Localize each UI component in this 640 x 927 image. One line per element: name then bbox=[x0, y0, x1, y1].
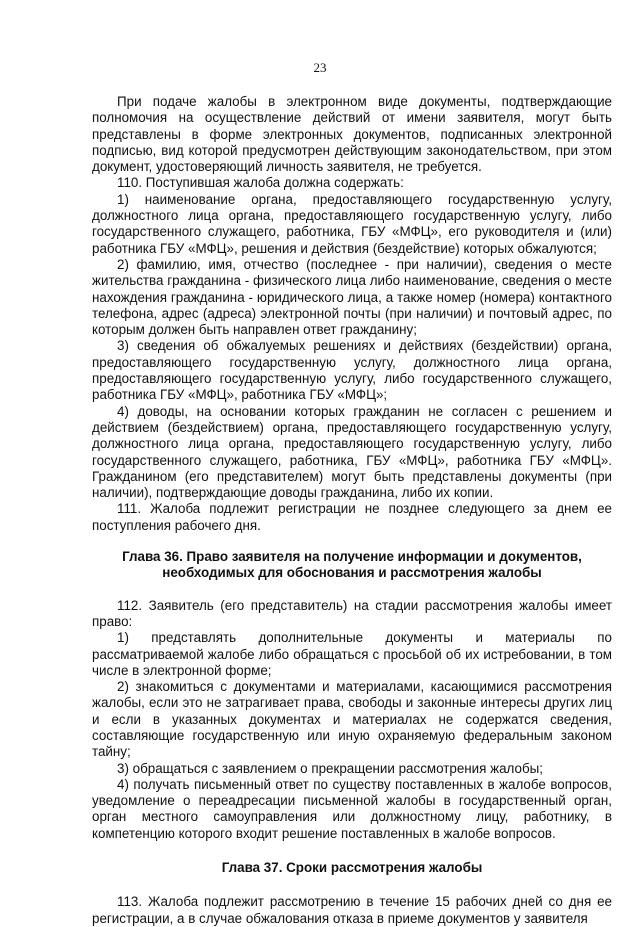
paragraph-110-item-4: 4) доводы, на основании которых гражданин не согласен с решением и действием (бездействием) органа, предоставляющего государственную услугу, должностного лица органа, предоставляющего государственную услугу, либо государственного служащего, работника, ГБУ «МФЦ», работника ГБУ «МФЦ». Гражданином (его представителем) могут быть представлены документы (при наличии), подтверждающие доводы гражданина, либо их копии. bbox=[92, 403, 612, 501]
paragraph-112-item-2: 2) знакомиться с документами и материалами, касающимися рассмотрения жалобы, если это не затрагивает права, свободы и законные интересы других лиц и если в указанных документах и материалах не содержатся сведения, составляющие государственную или иную охраняемую федеральным законом тайну; bbox=[92, 679, 612, 760]
paragraph-112-item-3: 3) обращаться с заявлением о прекращении рассмотрения жалобы; bbox=[117, 760, 543, 776]
paragraph-112-item-1: 1) представлять дополнительные документы и материалы по рассматриваемой жалобе либо обращаться с просьбой об их истребовании, в том числе в электронной форме; bbox=[92, 630, 612, 678]
paragraph-112: 112. Заявитель (его представитель) на стадии рассмотрения жалобы имеет право: bbox=[92, 597, 612, 629]
paragraph-electronic-documents: При подаче жалобы в электронном виде документы, подтверждающие полномочия на осуществление действий от имени заявителя, могут быть представлены в форме электронных документов, подписанных электронной подписью, вид которой предусмотрен действующим законодательством, при этом документ, удостоверяющий личность заявителя, не требуется. bbox=[92, 94, 612, 175]
paragraph-110: 110. Поступившая жалоба должна содержать: bbox=[117, 175, 404, 191]
chapter-36-heading bbox=[92, 549, 612, 582]
chapter-36-heading-line-1: Глава 36. Право заявителя на получение информации и документов, bbox=[122, 549, 582, 565]
paragraph-110-item-3: 3) сведения об обжалуемых решениях и действиях (бездействии) органа, предоставляющего государственную услугу, должностного лица органа, предоставляющего государственную услугу, либо государственного служащего, работника ГБУ «МФЦ», работника ГБУ «МФЦ»; bbox=[92, 338, 612, 403]
paragraph-113: 113. Жалоба подлежит рассмотрению в течение 15 рабочих дней со дня ее регистрации, а в случае обжалования отказа в приеме документов у заявителя bbox=[92, 894, 612, 926]
paragraph-112-item-4: 4) получать письменный ответ по существу поставленных в жалобе вопросов, уведомление о переадресации письменной жалобы в государственный орган, орган местного самоуправления или должностному лицу, работнику, в компетенцию которого входит решение поставленных в жалобе вопросов. bbox=[92, 776, 612, 841]
page-number: 23 bbox=[313, 60, 327, 75]
paragraph-110-item-2: 2) фамилию, имя, отчество (последнее - при наличии), сведения о месте жительства гражданина - физического лица либо наименование, сведения о месте нахождения гражданина - юридического лица, а также номер (номера) контактного телефона, адрес (адреса) электронной почты (при наличии) и почтовый адрес, по которым должен быть направлен ответ гражданину; bbox=[92, 256, 612, 338]
document-body bbox=[92, 94, 612, 927]
chapter-37-heading: Глава 37. Сроки рассмотрения жалобы bbox=[221, 860, 483, 876]
paragraph-111: 111. Жалоба подлежит регистрации не позднее следующего за днем ее поступления рабочего дня. bbox=[92, 501, 612, 533]
paragraph-110-item-1: 1) наименование органа, предоставляющего государственную услугу, должностного лица органа, предоставляющего государственную услугу, либо государственного служащего, работника, ГБУ «МФЦ», его руководителя и (или) работника ГБУ «МФЦ», решения и действия (бездействие) которых обжалуются; bbox=[92, 191, 612, 256]
chapter-36-heading-line-2: необходимых для обоснования и рассмотрения жалобы bbox=[162, 565, 542, 581]
